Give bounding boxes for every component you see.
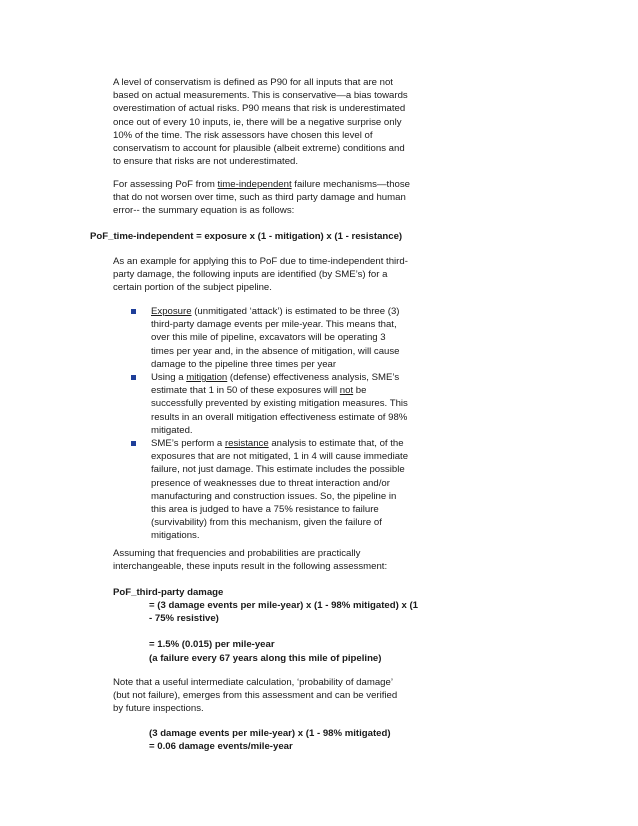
text-line: that do not worsen over time, such as third party damage and human — [113, 192, 406, 204]
square-bullet-icon — [131, 309, 136, 314]
text-line: by future inspections. — [113, 703, 204, 715]
text-line: overestimation of actual risks. P90 means that risk is underestimated — [113, 103, 406, 115]
list-item: Using a mitigation (defense) effectiveness analysis, SME’s estimate that 1 in 50 of these exposures will not be successfully prevented by existing mitigation measures. This results in an overall mitigation effectiveness estimate of 98% mitigated. — [131, 371, 408, 437]
text-line: Assuming that frequencies and probabilities are practically — [113, 548, 361, 559]
paragraph-example — [113, 255, 408, 295]
equation-damage-probability: (3 damage events per mile-year) x (1 - 98% mitigated) = 0.06 damage events/mile-year — [149, 728, 391, 753]
text-line: conservatism to account for plausible (albeit extreme) conditions and — [113, 143, 405, 155]
text-line: (but not failure), emerges from this assessment and can be verified — [113, 690, 398, 702]
text-line: A level of conservatism is defined as P90 for all inputs that are not — [113, 77, 393, 88]
square-bullet-icon — [131, 375, 136, 380]
equation-third-party-heading: PoF_third-party damage — [113, 587, 224, 598]
list-item: Exposure (unmitigated ‘attack’) is estimated to be three (3) third-party damage events per mile-year. This means that, over this mile of pipeline, excavators will be operating 3 times per year and, in the absence of mitigation, will cause damage to the pipeline three times per year — [131, 305, 400, 371]
text-line: to ensure that risks are not underestimated. — [113, 156, 299, 168]
paragraph-time-independent — [113, 178, 410, 218]
underlined-term: not — [339, 385, 354, 397]
text-line: error-- the summary equation is as follows: — [113, 205, 295, 217]
underlined-term: time-independent — [217, 179, 292, 190]
square-bullet-icon — [131, 441, 136, 446]
paragraph-conservatism — [113, 76, 408, 168]
text-line: interchangeable, these inputs result in the following assessment: — [113, 561, 388, 573]
text-line: party damage, the following inputs are identified (by SME’s) for a — [113, 269, 388, 281]
text-line: based on actual measurements. This is conservative—a bias towards — [113, 90, 408, 102]
equation-time-independent: PoF_time-independent = exposure x (1 - mitigation) x (1 - resistance) — [90, 231, 403, 242]
underlined-term: mitigation — [186, 372, 228, 383]
paragraph-intermediate — [113, 676, 397, 716]
text-line: As an example for applying this to PoF due to time-independent third- — [113, 256, 408, 267]
text-line: Note that a useful intermediate calculation, ‘probability of damage’ — [113, 677, 393, 688]
equation-third-party-body: = (3 damage events per mile-year) x (1 - 98% mitigated) x (1 - 75% resistive) = 1.5% (0.015) per mile-year (a failure every 67 years along this mile of pipeline) — [149, 600, 418, 664]
text-line: once out of every 10 inputs, ie, there will be a negative surprise only — [113, 116, 402, 128]
list-item: SME’s perform a resistance analysis to estimate that, of the exposures that are not mitigated, 1 in 4 will cause immediate failure, not just damage. This estimate includes the possible presence of weaknesses due to threat interaction and/or manufacturing and construction issues. So, the pipeline in this area is judged to have a 75% resistance to failure (survivability) from this mechanism, given the failure of mitigations. — [131, 437, 408, 543]
underlined-term: resistance — [224, 438, 269, 449]
text-line: certain portion of the subject pipeline. — [113, 282, 272, 294]
text-line: 10% of the time. The risk assessors have chosen this level of — [113, 129, 373, 141]
text-line: For assessing PoF from time-independent failure mechanisms—those — [113, 179, 411, 190]
underlined-term: Exposure — [151, 306, 192, 317]
paragraph-assessment — [113, 547, 387, 573]
